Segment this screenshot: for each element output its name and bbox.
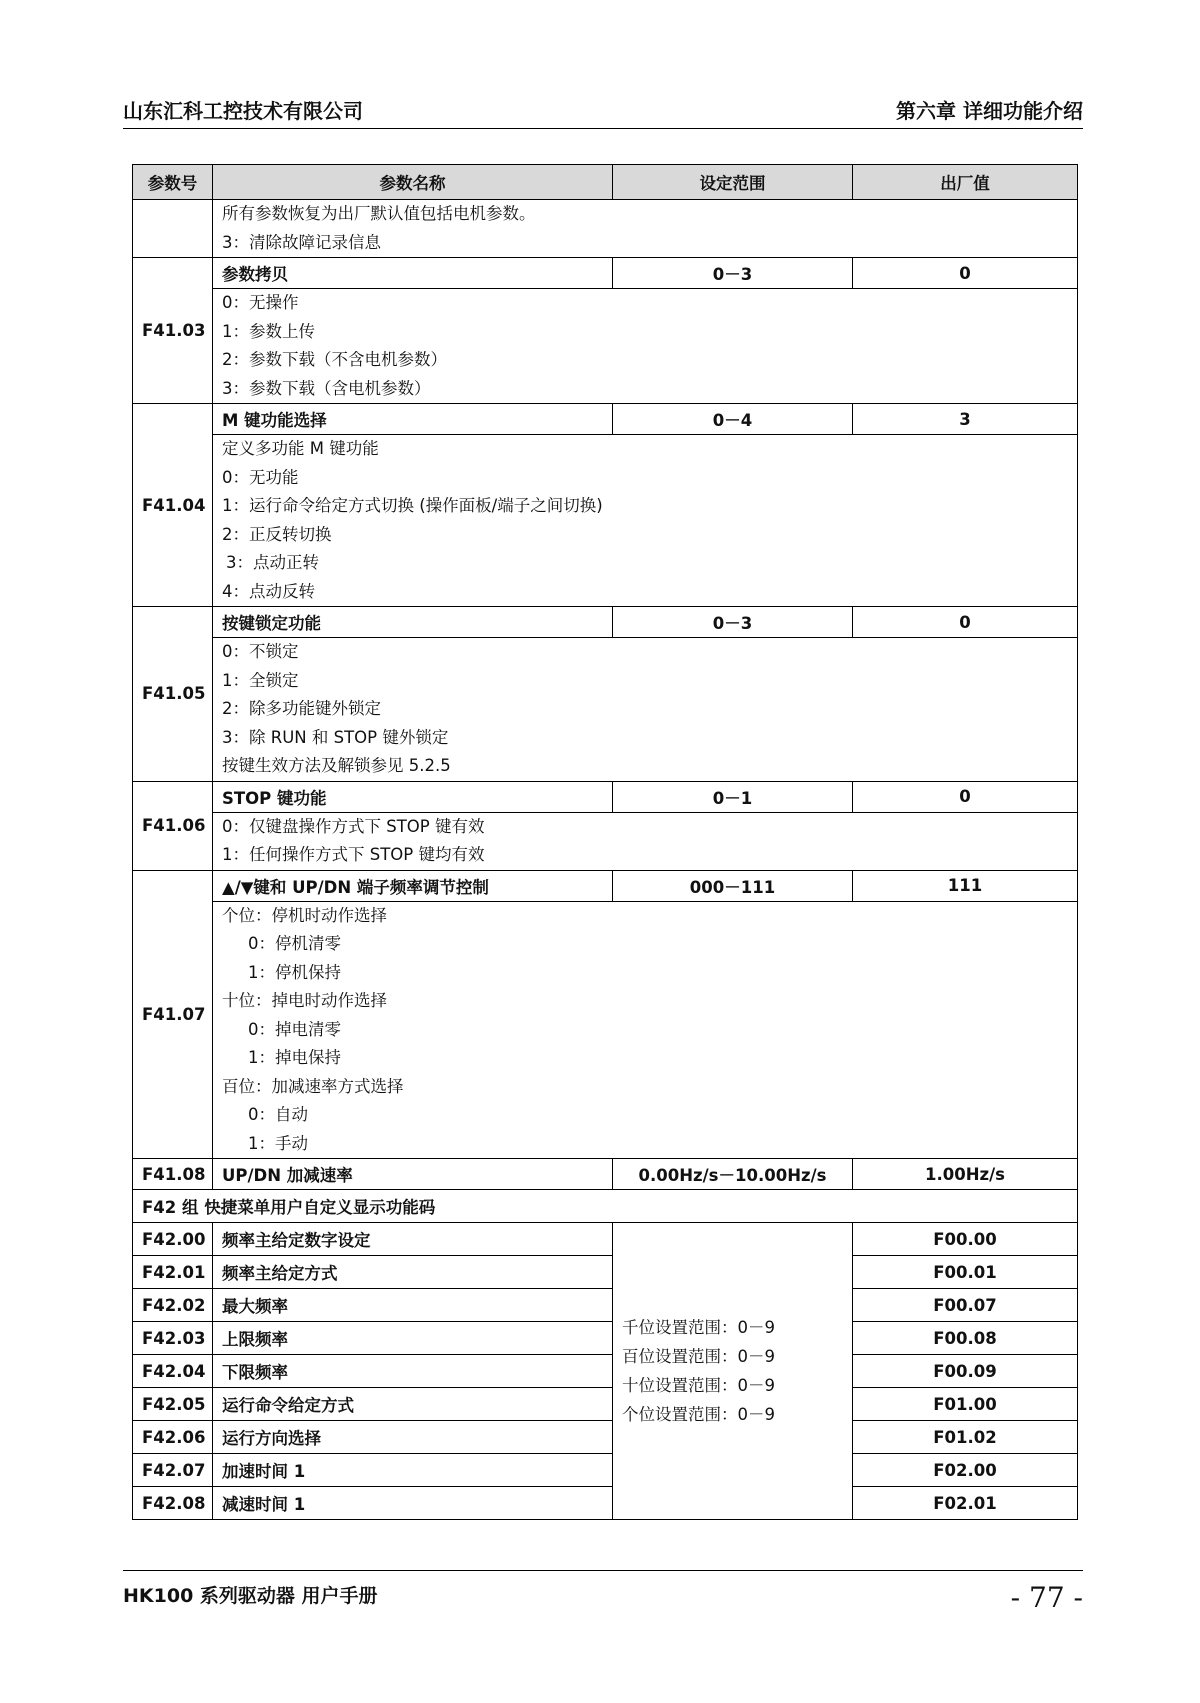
parameter-name: 频率主给定数字设定 (213, 1223, 613, 1256)
description-line: 1：运行命令给定方式切换 (操作面板/端子之间切换) (222, 496, 603, 515)
description-line: 3：参数下载（含电机参数） (222, 378, 431, 398)
parameter-range: 0－3 (613, 607, 853, 638)
description-line: 1：掉电保持 (248, 1048, 341, 1067)
parameter-code: F42.07 (133, 1454, 213, 1487)
quick-menu-row (133, 1454, 1078, 1487)
parameter-name: 运行方向选择 (213, 1421, 613, 1454)
description-line: 百位：加减速率方式选择 (222, 1076, 404, 1096)
parameter-row (133, 870, 1078, 901)
parameter-default: 111 (853, 870, 1078, 901)
parameter-code: F41.08 (133, 1159, 213, 1190)
description-line: 0：掉电清零 (248, 1019, 341, 1039)
description-line: 0：仅键盘操作方式下 STOP 键有效 (222, 816, 485, 836)
range-line: 十位设置范围：0－9 (622, 1376, 775, 1395)
description-row (133, 435, 1078, 607)
description-line: 3：点动正转 (226, 553, 319, 572)
table-body (133, 200, 1078, 1520)
description-row (133, 638, 1078, 782)
parameter-default: F01.02 (853, 1421, 1078, 1454)
parameter-code: F42.01 (133, 1256, 213, 1289)
parameter-code: F42.05 (133, 1388, 213, 1421)
parameter-code: F42.08 (133, 1487, 213, 1520)
parameter-range: 0.00Hz/s－10.00Hz/s (613, 1159, 853, 1190)
parameter-name: 按键锁定功能 (213, 607, 613, 638)
parameter-code: F41.05 (133, 607, 213, 782)
quick-menu-row (133, 1322, 1078, 1355)
description-line: 所有参数恢复为出厂默认值包括电机参数。 (222, 204, 536, 223)
parameter-name: 下限频率 (213, 1355, 613, 1388)
description-line: 0：无功能 (222, 467, 299, 487)
description-cell (213, 435, 1078, 607)
range-line: 百位设置范围：0－9 (622, 1347, 775, 1366)
page-footer (123, 1570, 1083, 1614)
description-line: 1：任何操作方式下 STOP 键均有效 (222, 845, 485, 864)
parameter-code: F41.04 (133, 404, 213, 607)
table-header-row (133, 165, 1078, 200)
description-line: 0：停机清零 (248, 934, 341, 953)
quick-menu-row (133, 1256, 1078, 1289)
parameter-row (133, 1159, 1078, 1190)
description-line: 按键生效方法及解锁参见 5.2.5 (222, 756, 451, 775)
parameter-name: ▲/▼键和 UP/DN 端子频率调节控制 (213, 870, 613, 901)
column-header: 设定范围 (613, 165, 853, 200)
parameter-code: F42.00 (133, 1223, 213, 1256)
manual-title: HK100 系列驱动器 用户手册 (123, 1585, 378, 1607)
description-row (133, 812, 1078, 870)
parameter-default: 0 (853, 781, 1078, 812)
description-cell (213, 200, 1078, 258)
parameter-name: 最大频率 (213, 1289, 613, 1322)
description-line: 1：全锁定 (222, 670, 299, 690)
parameter-table (132, 164, 1078, 1520)
parameter-range: 0－1 (613, 781, 853, 812)
parameter-row (133, 781, 1078, 812)
parameter-name: UP/DN 加减速率 (213, 1159, 613, 1190)
description-line: 0：无操作 (222, 293, 299, 312)
description-line: 1：停机保持 (248, 962, 341, 982)
description-line: 2：正反转切换 (222, 524, 332, 544)
quick-menu-row (133, 1487, 1078, 1520)
parameter-code: F42.06 (133, 1421, 213, 1454)
description-cell (213, 812, 1078, 870)
parameter-row (133, 607, 1078, 638)
description-line: 十位：掉电时动作选择 (222, 991, 387, 1010)
continuation-row (133, 200, 1078, 258)
description-line: 0：不锁定 (222, 642, 299, 661)
parameter-name: M 键功能选择 (213, 404, 613, 435)
description-line: 1：手动 (248, 1133, 308, 1153)
parameter-default: 3 (853, 404, 1078, 435)
parameter-default: F00.08 (853, 1322, 1078, 1355)
parameter-default: F00.07 (853, 1289, 1078, 1322)
description-line: 2：参数下载（不含电机参数） (222, 350, 447, 369)
parameter-default: F01.00 (853, 1388, 1078, 1421)
description-line: 定义多功能 M 键功能 (222, 439, 379, 458)
parameter-name: 上限频率 (213, 1322, 613, 1355)
description-line: 2：除多功能键外锁定 (222, 699, 381, 718)
description-line: 3：除 RUN 和 STOP 键外锁定 (222, 727, 449, 747)
parameter-default: F00.09 (853, 1355, 1078, 1388)
range-line: 个位设置范围：0－9 (622, 1405, 775, 1424)
parameter-range: 000－111 (613, 870, 853, 901)
quick-menu-row (133, 1388, 1078, 1421)
parameter-name: 频率主给定方式 (213, 1256, 613, 1289)
parameter-default: F00.00 (853, 1223, 1078, 1256)
parameter-default: F02.00 (853, 1454, 1078, 1487)
range-line: 千位设置范围：0－9 (622, 1318, 775, 1337)
description-line: 4：点动反转 (222, 581, 315, 601)
description-cell (213, 289, 1078, 404)
company-name: 山东汇科工控技术有限公司 (123, 99, 363, 123)
description-line: 1：参数上传 (222, 321, 315, 341)
description-cell (213, 638, 1078, 782)
quick-menu-row (133, 1421, 1078, 1454)
quick-menu-row (133, 1223, 1078, 1256)
column-header: 参数名称 (213, 165, 613, 200)
group-row (133, 1190, 1078, 1223)
description-row (133, 901, 1078, 1159)
parameter-code: F42.02 (133, 1289, 213, 1322)
description-row (133, 289, 1078, 404)
parameter-range: 0－4 (613, 404, 853, 435)
parameter-default: 1.00Hz/s (853, 1159, 1078, 1190)
parameter-row (133, 404, 1078, 435)
parameter-name: 减速时间 1 (213, 1487, 613, 1520)
parameter-default: F02.01 (853, 1487, 1078, 1520)
parameter-code: F42.03 (133, 1322, 213, 1355)
parameter-code: F41.03 (133, 258, 213, 404)
column-header: 参数号 (133, 165, 213, 200)
description-cell (213, 901, 1078, 1159)
quick-menu-row (133, 1355, 1078, 1388)
parameter-row (133, 258, 1078, 289)
chapter-title: 第六章 详细功能介绍 (896, 99, 1083, 123)
parameter-range: 0－3 (613, 258, 853, 289)
page-number: - 77 - (1010, 1581, 1083, 1614)
parameter-name: 运行命令给定方式 (213, 1388, 613, 1421)
description-line: 个位：停机时动作选择 (222, 905, 387, 925)
parameter-default: 0 (853, 607, 1078, 638)
group-title: F42 组 快捷菜单用户自定义显示功能码 (133, 1190, 1078, 1223)
parameter-code: F42.04 (133, 1355, 213, 1388)
parameter-default: 0 (853, 258, 1078, 289)
parameter-code: F41.06 (133, 781, 213, 870)
quick-range-cell (613, 1223, 853, 1520)
description-line: 3：清除故障记录信息 (222, 232, 381, 252)
parameter-name: STOP 键功能 (213, 781, 613, 812)
parameter-name: 参数拷贝 (213, 258, 613, 289)
parameter-default: F00.01 (853, 1256, 1078, 1289)
quick-menu-row (133, 1289, 1078, 1322)
parameter-name: 加速时间 1 (213, 1454, 613, 1487)
parameter-code: F41.07 (133, 870, 213, 1159)
empty-code-cell (133, 200, 213, 258)
page-header (123, 96, 1083, 129)
column-header: 出厂值 (853, 165, 1078, 200)
description-line: 0：自动 (248, 1105, 308, 1124)
